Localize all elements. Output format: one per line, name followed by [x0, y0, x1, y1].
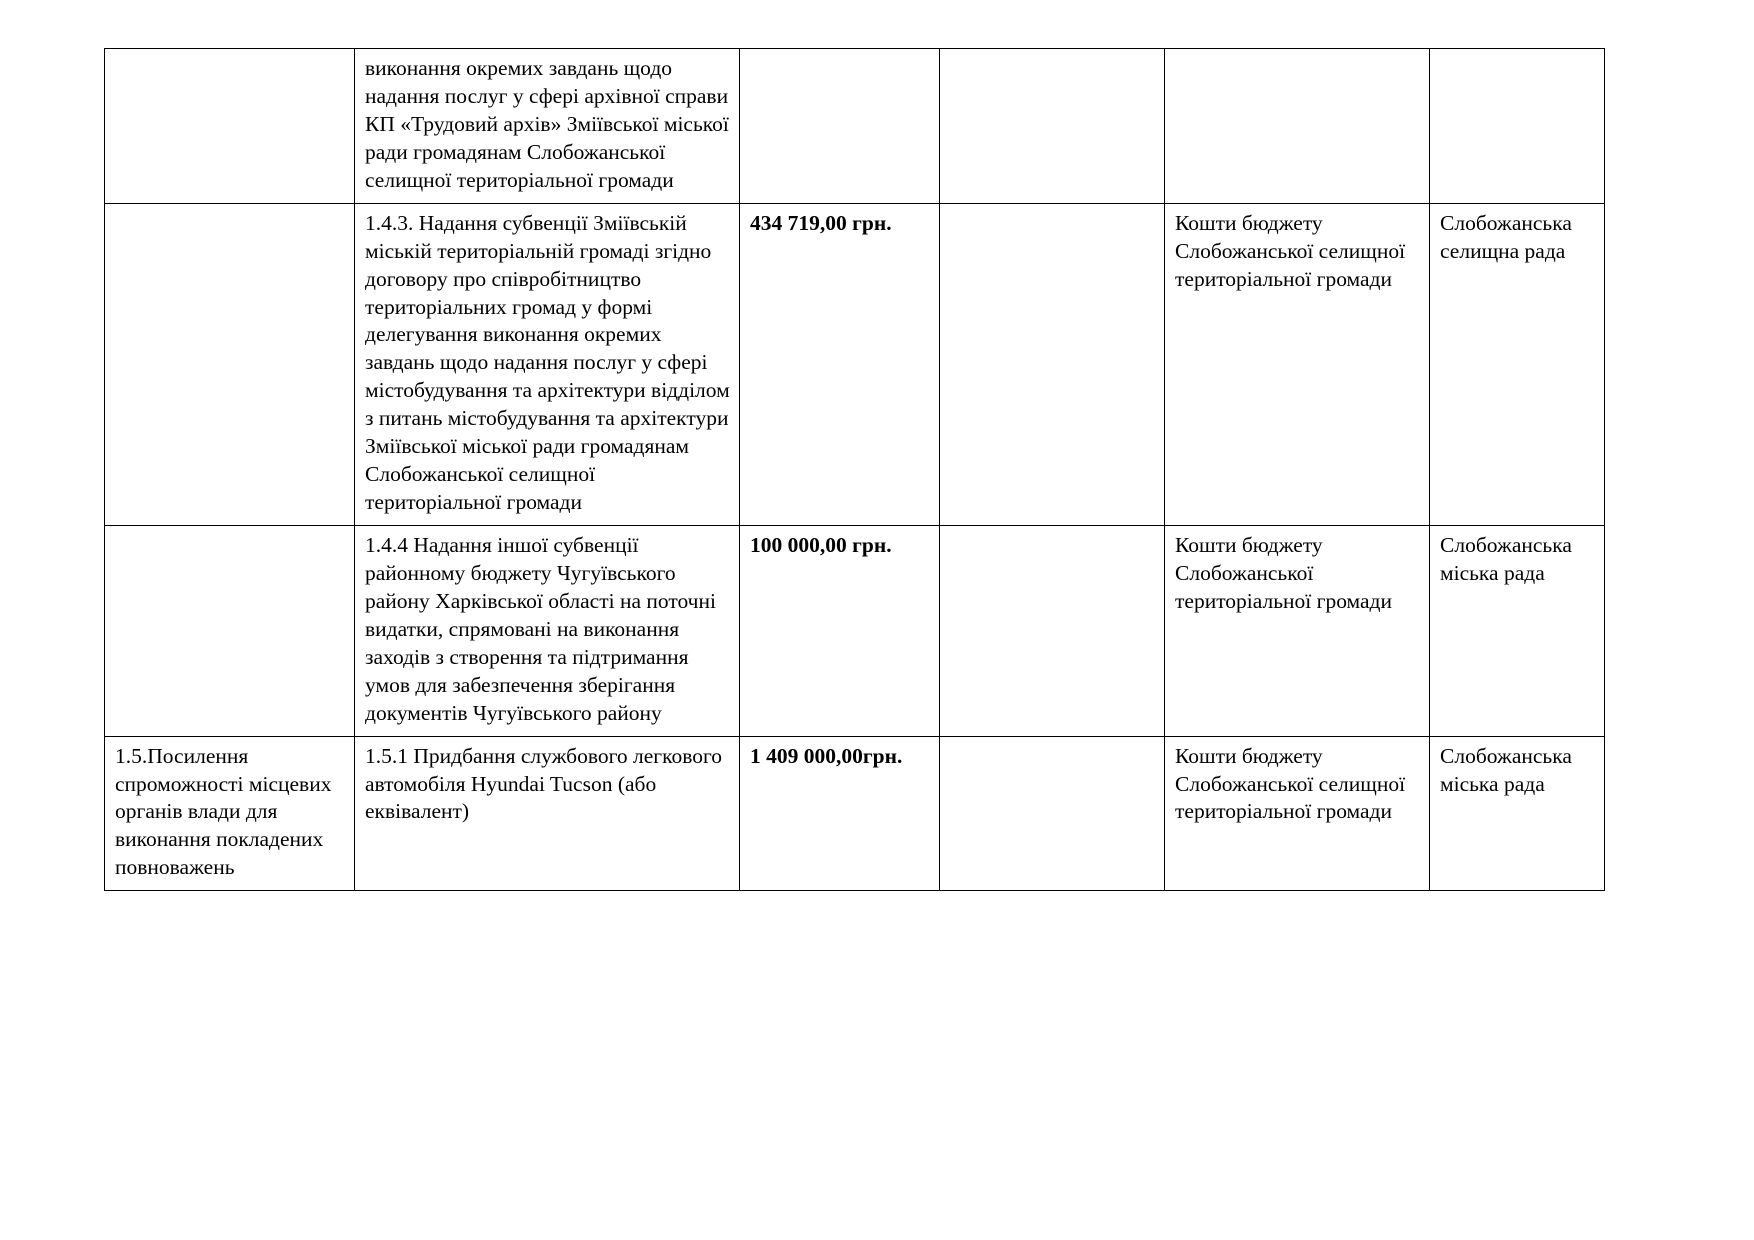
table-row — [105, 526, 1605, 737]
responsible-text: Слобожанська селищна рада — [1440, 210, 1572, 263]
cell-goal — [105, 49, 355, 204]
cell-funding-source — [1165, 49, 1430, 204]
cell-goal — [105, 526, 355, 737]
responsible-text: Слобожанська міська рада — [1440, 533, 1572, 585]
funding-source-text: Кошти бюджету Слобожанської селищної територіальної громади — [1175, 210, 1406, 291]
measure-text: 1.4.4 Надання іншої субвенції районному бюджету Чугуївського району Харківської області на поточні видатки, спрямовані на виконання заходів з створення та підтримання умов для забезпечення зберігання документів Чугуївського району — [365, 533, 716, 725]
cell-blank — [940, 526, 1165, 737]
cell-funding-source — [1165, 203, 1430, 525]
cell-amount — [740, 49, 940, 204]
amount-text: 434 719,00 грн. — [750, 210, 892, 235]
cell-amount — [740, 736, 940, 891]
measure-text: 1.4.3. Надання субвенції Зміївській міській територіальній громаді згідно договору про співробітництво територіальних громад у формі делегування виконання окремих завдань щодо надання послуг у сфері містобудування та архітектури відділом з питань містобудування та архітектури Зміївської міської ради громадянам Слобожанської селищної територіальної громади — [365, 210, 730, 515]
funding-source-text: Кошти бюджету Слобожанської селищної територіальної громади — [1175, 743, 1406, 824]
funding-source-text: Кошти бюджету Слобожанської територіальної громади — [1175, 533, 1393, 613]
cell-blank — [940, 736, 1165, 891]
cell-measure — [355, 49, 740, 204]
cell-responsible — [1430, 49, 1605, 204]
cell-responsible — [1430, 526, 1605, 737]
cell-funding-source — [1165, 736, 1430, 891]
cell-goal — [105, 203, 355, 525]
table-row — [105, 49, 1605, 204]
cell-blank — [940, 203, 1165, 525]
measure-text: 1.5.1 Придбання службового легкового автомобіля Hyundai Tucson (або еквівалент) — [365, 743, 722, 824]
cell-responsible — [1430, 736, 1605, 891]
cell-funding-source — [1165, 526, 1430, 737]
amount-text: 100 000,00 грн. — [750, 533, 892, 557]
amount-text: 1 409 000,00грн. — [750, 743, 903, 768]
cell-measure — [355, 736, 740, 891]
responsible-text: Слобожанська міська рада — [1440, 743, 1572, 796]
table-row — [105, 203, 1605, 525]
cell-measure — [355, 526, 740, 737]
cell-responsible — [1430, 203, 1605, 525]
cell-measure — [355, 203, 740, 525]
measure-text: виконання окремих завдань щодо надання послуг у сфері архівної справи КП «Трудовий архів» Зміївської міської ради громадянам Слобожанської селищної територіальної громади — [365, 56, 729, 192]
program-measures-table — [104, 48, 1605, 891]
cell-amount — [740, 203, 940, 525]
cell-blank — [940, 49, 1165, 204]
cell-goal — [105, 736, 355, 891]
goal-text: 1.5.Посилення спроможності місцевих органів влади для виконання покладених повноважень — [115, 743, 332, 880]
cell-amount — [740, 526, 940, 737]
table-row — [105, 736, 1605, 891]
